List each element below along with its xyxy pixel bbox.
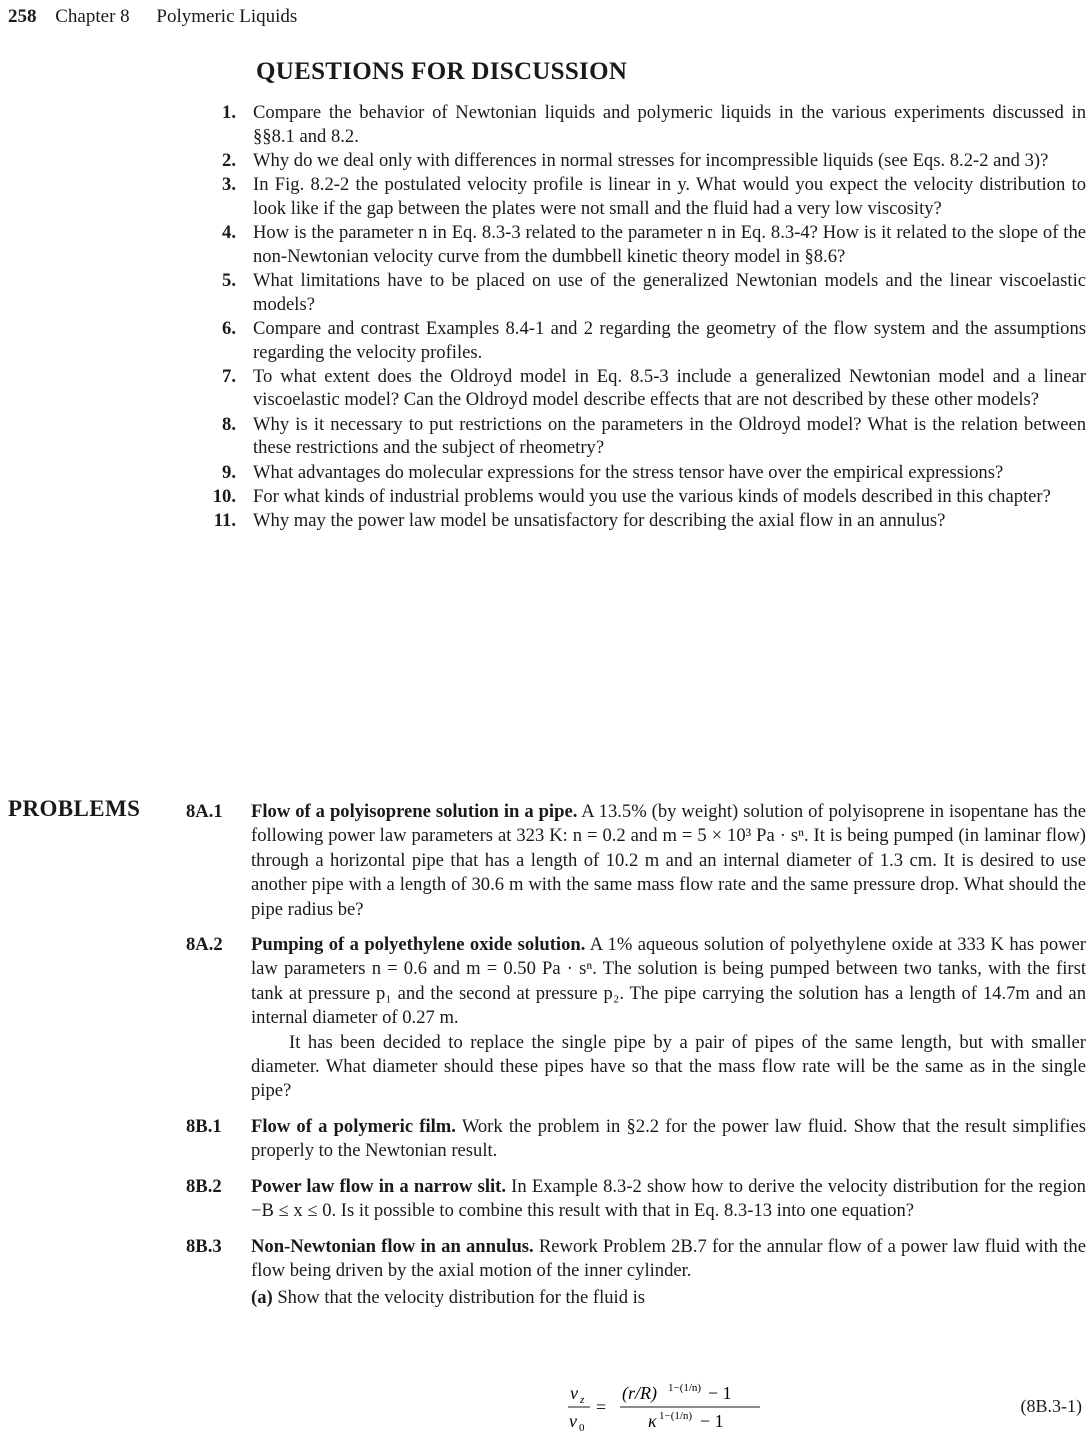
- question-number: 4.: [222, 222, 236, 244]
- problem-text-continued: It has been decided to replace the single pipe by a pair of pipes of the same length, but with smaller diameter. What diameter should these pipes have so that the mass flow rate will be the same as in the single pipe?: [251, 1031, 1086, 1102]
- question-item: [200, 413, 1086, 460]
- question-number: 10.: [212, 485, 236, 507]
- problem-number: 8A.2: [186, 934, 223, 956]
- question-number: 1.: [222, 102, 236, 123]
- problem-title: Flow of a polymeric film.: [251, 1115, 456, 1137]
- question-number: 2.: [222, 149, 236, 171]
- eq-lhs-numerator: v: [570, 1383, 578, 1403]
- problem-number: 8A.1: [186, 801, 223, 822]
- eq-rhs-denominator: κ: [648, 1411, 657, 1431]
- problem-number: 8B.1: [186, 1115, 222, 1137]
- question-number: 7.: [222, 365, 236, 387]
- question-text: Why may the power law model be unsatisfactory for describing the axial flow in an annulus?: [253, 509, 946, 531]
- question-item: [200, 485, 1086, 509]
- running-head: [8, 6, 297, 28]
- eq-lhs-numerator-sub: z: [580, 1394, 585, 1406]
- problem-title: Flow of a polyisoprene solution in a pipe.: [251, 801, 578, 822]
- question-item: [200, 461, 1086, 485]
- question-text: Why is it necessary to put restrictions on the parameters in the Oldroyd model? What is the relation between these restrictions and the subject of rheometry?: [253, 413, 1086, 459]
- equation-number: (8B.3-1): [1020, 1396, 1082, 1416]
- question-number: 5.: [222, 269, 236, 291]
- question-item: [200, 149, 1086, 173]
- problem-title: Power law flow in a narrow slit.: [251, 1175, 506, 1197]
- equation-8B-3-1: [560, 1380, 1086, 1434]
- question-number: 9.: [222, 461, 236, 483]
- problem-text: In Example 8.3-2 show how to derive the velocity distribution for the region −B ≤ x ≤ 0. Is it possible to combine this result with that in Eq. 8.3-13 into one equation?: [251, 1175, 1086, 1222]
- question-number: 6.: [222, 317, 236, 339]
- problem-item: [186, 1235, 1086, 1311]
- problem-text: A 1% aqueous solution of polyethylene oxide at 333 K has power law parameters n = 0.6 and m = 0.50 Pa · sⁿ. The solution is being pumped between two tanks, with the first tank at pressure p₁ and the second at pressure p₂. The pipe carrying the solution has a length of 14.7m and an internal diameter of 0.27 m.: [251, 934, 1086, 1029]
- eq-rhs-denominator-tail: − 1: [700, 1411, 724, 1431]
- question-text: For what kinds of industrial problems would you use the various kinds of models described in this chapter?: [253, 485, 1051, 507]
- question-number: 8.: [222, 413, 236, 435]
- question-item: [200, 317, 1086, 364]
- problem-title: Non-Newtonian flow in an annulus.: [251, 1235, 534, 1257]
- equation-fraction: [560, 1380, 800, 1434]
- eq-rhs-numerator-tail: − 1: [708, 1383, 732, 1403]
- question-text: How is the parameter n in Eq. 8.3-3 related to the parameter n in Eq. 8.3-4? How is it related to the slope of the non-Newtonian velocity curve from the dumbbell kinetic theory model in §8.6?: [253, 222, 1086, 267]
- problem-number: 8B.3: [186, 1235, 222, 1257]
- question-item: [200, 365, 1086, 412]
- problem-item: [186, 800, 1086, 922]
- question-text: To what extent does the Oldroyd model in Eq. 8.5-3 include a generalized Newtonian model and a linear viscoelastic model? Can the Oldroyd model describe effects that are not described by these other models?: [253, 365, 1086, 411]
- problem-title: Pumping of a polyethylene oxide solution.: [251, 934, 586, 956]
- question-item: [200, 221, 1086, 268]
- subpart-text: Show that the velocity distribution for the fluid is: [277, 1287, 646, 1309]
- question-item: [200, 101, 1086, 148]
- problem-item: [186, 1115, 1086, 1164]
- chapter-title: Polymeric Liquids: [156, 6, 298, 27]
- question-text: Compare and contrast Examples 8.4-1 and 2 regarding the geometry of the flow system and the assumptions regarding the velocity profiles.: [253, 317, 1086, 363]
- question-item: [200, 173, 1086, 220]
- subpart-label: (a): [251, 1287, 273, 1309]
- eq-equals: =: [596, 1397, 607, 1417]
- question-number: 11.: [213, 509, 236, 531]
- page-number: 258: [8, 6, 37, 27]
- eq-rhs-denominator-exp: 1−(1/n): [659, 1410, 693, 1422]
- problem-subpart: [251, 1286, 1086, 1310]
- eq-lhs-denominator: v: [569, 1411, 577, 1431]
- question-item: [200, 269, 1086, 316]
- problem-text: Work the problem in §2.2 for the power law fluid. Show that the result simplifies properly to the Newtonian result.: [251, 1115, 1086, 1162]
- eq-rhs-numerator: (r/R): [622, 1383, 657, 1403]
- problem-text: A 13.5% (by weight) solution of polyisoprene in isopentane has the following power law parameters at 323 K: n = 0.2 and m = 5 × 10³ Pa · sⁿ. It is being pumped (in laminar flow) through a horizontal pipe that has a length of 10.2 m and an internal diameter of 1.3 cm. It is desired to use another pipe with a length of 30.6 m with the same mass flow rate and the same pressure drop. What should the pipe radius be?: [251, 801, 1086, 920]
- eq-lhs-denominator-sub: 0: [579, 1422, 585, 1434]
- questions-list: [200, 101, 1086, 533]
- question-text: What limitations have to be placed on use of the generalized Newtonian models and the linear viscoelastic models?: [253, 269, 1086, 315]
- question-number: 3.: [222, 174, 236, 196]
- problems-list: [186, 800, 1086, 1322]
- problem-text: Rework Problem 2B.7 for the annular flow of a power law fluid with the flow being driven by the axial motion of the inner cylinder.: [251, 1235, 1086, 1281]
- problem-item: [186, 1175, 1086, 1224]
- chapter-label: Chapter 8: [55, 6, 130, 27]
- problem-item: [186, 933, 1086, 1104]
- question-text: Why do we deal only with differences in normal stresses for incompressible liquids (see Eqs. 8.2-2 and 3)?: [253, 149, 1049, 171]
- questions-heading: QUESTIONS FOR DISCUSSION: [256, 58, 628, 85]
- problem-number: 8B.2: [186, 1175, 222, 1197]
- eq-rhs-numerator-exp: 1−(1/n): [668, 1382, 702, 1394]
- question-text: Compare the behavior of Newtonian liquids and polymeric liquids in the various experiments discussed in §§8.1 and 8.2.: [253, 102, 1086, 147]
- problems-heading: PROBLEMS: [8, 796, 141, 821]
- question-text: What advantages do molecular expressions for the stress tensor have over the empirical expressions?: [253, 461, 1004, 483]
- question-text: In Fig. 8.2-2 the postulated velocity profile is linear in y. What would you expect the velocity distribution to look like if the gap between the plates were not small and the fluid had a very low viscosity?: [253, 174, 1086, 219]
- question-item: [200, 509, 1086, 533]
